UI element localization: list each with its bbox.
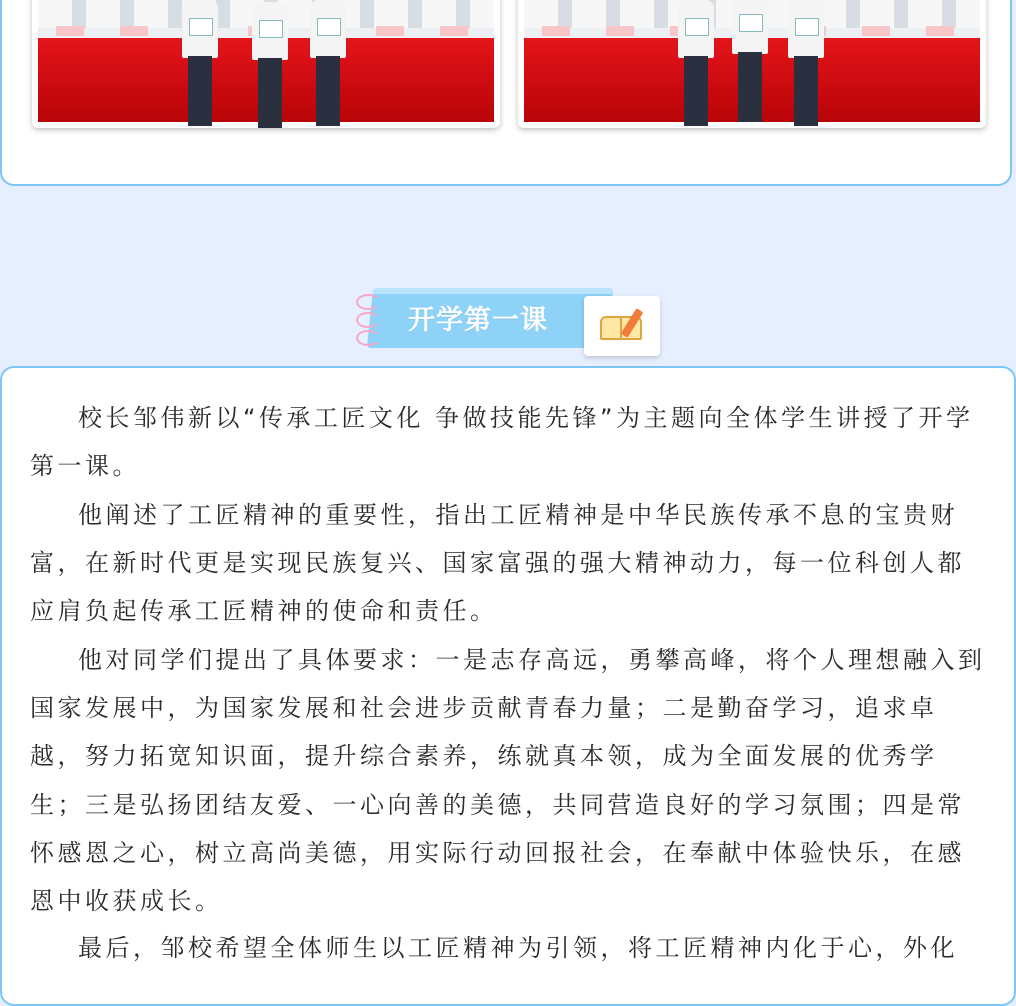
section-title: 开学第一课 [408, 305, 548, 336]
paragraph-1: 校长邹伟新以“传承工匠文化 争做技能先锋”为主题向全体学生讲授了开学第一课。 [30, 404, 974, 481]
paragraph-4: 最后，邹校希望全体师生以工匠精神为引领，将工匠精神内化于心，外化 [78, 934, 958, 962]
notebook-rings-icon [352, 290, 382, 346]
section-header [352, 284, 664, 360]
paragraph-3: 他对同学们提出了具体要求：一是志存高远，勇攀高峰，将个人理想融入到国家发展中，为国家发展和社会进步贡献青春力量；二是勤奋学习，追求卓越，努力拓宽知识面，提升综合素养，练就真本领，成为全面发展的优秀学生；三是弘扬团结友爱、一心向善的美德，共同营造良好的学习氛围；四是常怀感恩之心，树立高尚美德，用实际行动回报社会，在奉献中体验快乐，在感恩中收获成长。 [30, 646, 986, 916]
article-card [0, 366, 1016, 1006]
open-book-pencil-icon [584, 296, 660, 356]
paragraph-2: 他阐述了工匠精神的重要性，指出工匠精神是中华民族传承不息的宝贵财富，在新时代更是实现民族复兴、国家富强的强大精神动力，每一位科创人都应肩负起传承工匠精神的使命和责任。 [30, 501, 965, 626]
award-photo-right[interactable] [518, 0, 986, 128]
award-photo-left[interactable] [32, 0, 500, 128]
photo-card [0, 0, 1012, 186]
